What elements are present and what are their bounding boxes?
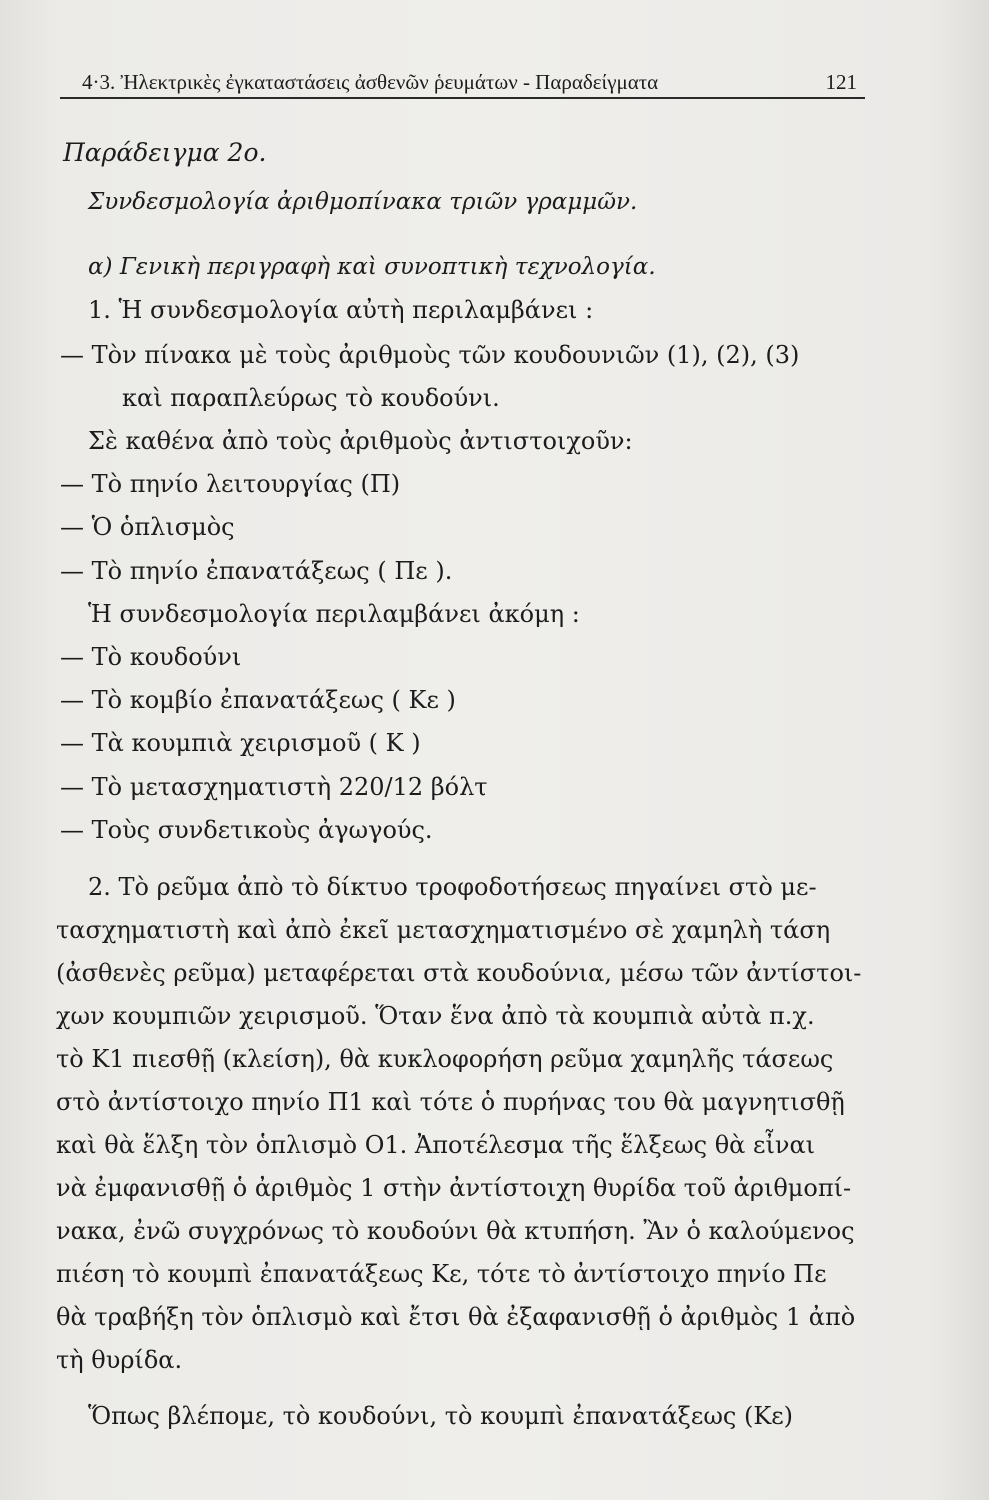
subsection-heading: α) Γενικὴ περιγραφὴ καὶ συνοπτικὴ τεχνολογία.	[88, 254, 656, 280]
list-item: — Τὸ κουδούνι	[60, 643, 242, 671]
text-line: Ἡ συνδεσμολογία περιλαμβάνει ἀκόμη :	[88, 600, 580, 628]
paragraph-line: στὸ ἀντίστοιχο πηνίο Π1 καὶ τότε ὁ πυρήνας του θὰ μαγνητισθῇ	[56, 1088, 845, 1116]
list-item: — Τὸ κομβίο ἐπανατάξεως ( Κε )	[60, 686, 456, 714]
running-header	[82, 70, 857, 95]
text-line: Σὲ καθένα ἀπὸ τοὺς ἀριθμοὺς ἀντιστοιχοῦν:	[88, 427, 633, 455]
paragraph-line: χων κουμπιῶν χειρισμοῦ. Ὅταν ἕνα ἀπὸ τὰ κουμπιὰ αὐτὰ π.χ.	[56, 1002, 815, 1030]
paragraph-line: (ἀσθενὲς ρεῦμα) μεταφέρεται στὰ κουδούνια, μέσω τῶν ἀντίστοι-	[56, 959, 862, 987]
paragraph-line: 2. Τὸ ρεῦμα ἀπὸ τὸ δίκτυο τροφοδοτήσεως πηγαίνει στὸ με-	[88, 873, 817, 901]
paragraph-line: Ὅπως βλέπομε, τὸ κουδούνι, τὸ κουμπὶ ἐπανατάξεως (Κε)	[88, 1402, 794, 1430]
paragraph-line: τασχηματιστὴ καὶ ἀπὸ ἐκεῖ μετασχηματισμένο σὲ χαμηλὴ τάση	[56, 916, 831, 944]
section-heading: Συνδεσμολογία ἀριθμοπίνακα τριῶν γραμμῶν.	[88, 189, 638, 215]
list-item: — Τὰ κουμπιὰ χειρισμοῦ ( Κ )	[60, 729, 421, 757]
list-item: — Τοὺς συνδετικοὺς ἀγωγούς.	[60, 816, 433, 844]
text-line: 1. Ἡ συνδεσμολογία αὐτὴ περιλαμβάνει :	[88, 296, 594, 324]
paragraph-line: νακα, ἐνῶ συγχρόνως τὸ κουδούνι θὰ κτυπήση. Ἂν ὁ καλούμενος	[56, 1217, 855, 1245]
example-title: Παράδειγμα 2ο.	[63, 138, 267, 167]
paragraph-line: θὰ τραβήξη τὸν ὁπλισμὸ καὶ ἔτσι θὰ ἐξαφανισθῇ ὁ ἀριθμὸς 1 ἀπὸ	[56, 1303, 856, 1331]
paragraph-line: πιέση τὸ κουμπὶ ἐπανατάξεως Κε, τότε τὸ ἀντίστοιχο πηνίο Πε	[56, 1260, 827, 1288]
list-item: — Τὸ πηνίο λειτουργίας (Π)	[60, 470, 401, 498]
list-item: — Τὸ μετασχηματιστὴ 220/12 βόλτ	[60, 773, 488, 801]
list-item: — Τὸ πηνίο ἐπανατάξεως ( Πε ).	[60, 557, 453, 585]
page-number: 121	[825, 70, 857, 94]
paragraph-line: νὰ ἐμφανισθῇ ὁ ἀριθμὸς 1 στὴν ἀντίστοιχη θυρίδα τοῦ ἀριθμοπί-	[56, 1174, 852, 1202]
running-title: 4·3. Ἠλεκτρικὲς ἐγκαταστάσεις ἀσθενῶν ῥευμάτων - Παραδείγματα	[82, 70, 659, 94]
header-rule	[60, 97, 865, 99]
list-item: — Ὁ ὁπλισμὸς	[60, 513, 235, 541]
paragraph-line: καὶ θὰ ἕλξη τὸν ὁπλισμὸ Ο1. Ἀποτέλεσμα τῆς ἕλξεως θὰ εἶναι	[56, 1131, 816, 1159]
text-line: καὶ παραπλεύρως τὸ κουδούνι.	[122, 384, 500, 412]
paragraph-line: τὴ θυρίδα.	[56, 1346, 183, 1374]
list-item: — Τὸν πίνακα μὲ τοὺς ἀριθμοὺς τῶν κουδουνιῶν (1), (2), (3)	[60, 341, 800, 369]
paragraph-line: τὸ Κ1 πιεσθῇ (κλείση), θὰ κυκλοφορήση ρεῦμα χαμηλῆς τάσεως	[56, 1045, 834, 1073]
